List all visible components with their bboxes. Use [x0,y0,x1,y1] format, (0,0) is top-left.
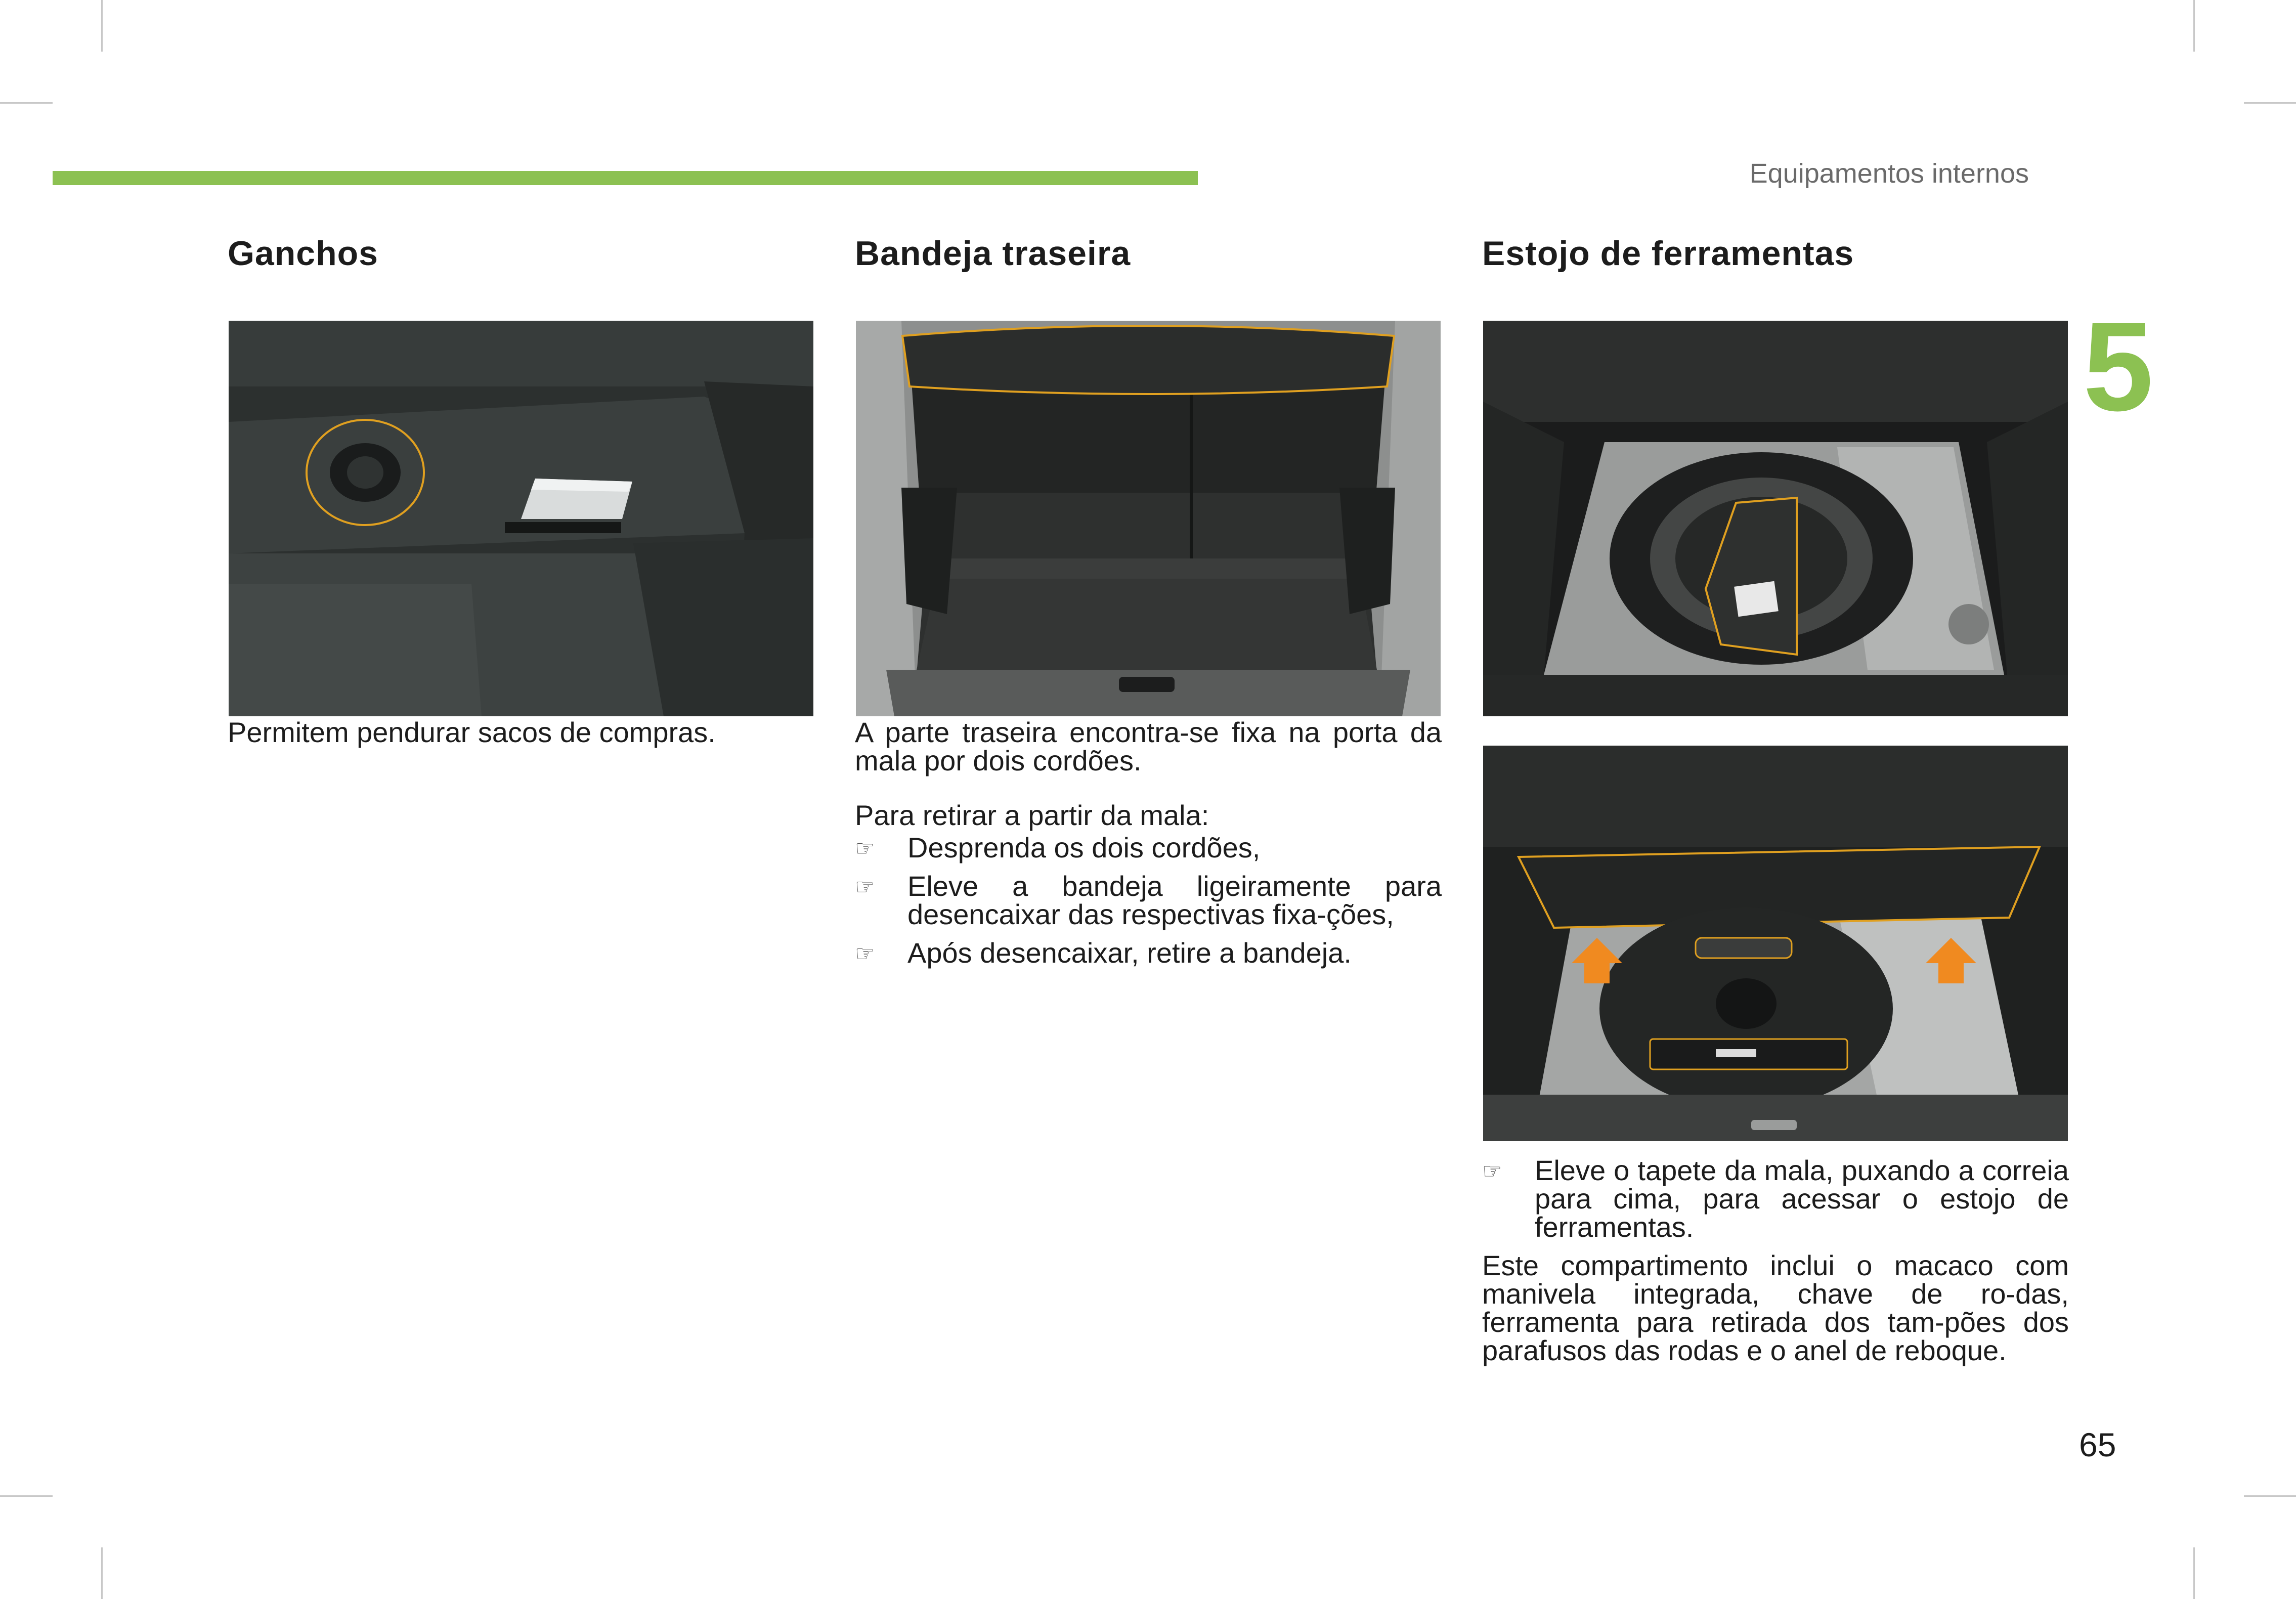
crop-mark [2193,1547,2195,1599]
list-item: ☞ Após desencaixar, retire a bandeja. [855,937,1352,969]
estojo-steps [1482,1156,2069,1241]
header-accent-bar [53,171,1198,185]
pointing-hand-icon: ☞ [1482,1159,1502,1184]
section-title-bandeja: Bandeja traseira [855,234,1131,273]
page-number: 65 [2079,1426,2116,1463]
bandeja-intro: A parte traseira encontra-se fixa na porta da mala por dois cordões. [855,716,1442,776]
crop-mark [0,102,53,104]
list-item: ☞ Eleve a bandeja ligeiramente para desencaixar das respectivas fixa-ções, [855,870,1442,930]
ganchos-caption-text: Permitem pendurar sacos de compras. [228,716,716,748]
section-title-estojo: Estojo de ferramentas [1482,234,1854,273]
chapter-number: 5 [2083,296,2154,437]
tool-kit-photo [1483,746,2068,1141]
crop-mark [101,0,103,52]
bandeja-lead: Para retirar a partir da mala: [855,799,1209,831]
bandeja-steps [855,834,1442,967]
crop-mark [101,1547,103,1599]
crop-mark [2193,0,2195,52]
section-title-ganchos: Ganchos [228,234,378,273]
list-item: ☞ Desprenda os dois cordões, [855,832,1261,863]
estojo-text [1482,1156,2069,1391]
parcel-shelf-photo [856,321,1441,716]
crop-mark [0,1495,53,1497]
spare-wheel-photo [1483,321,2068,716]
crop-mark [2244,1495,2296,1497]
pointing-hand-icon: ☞ [855,941,875,966]
estojo-description: Este compartimento inclui o macaco com manivela integrada, chave de ro-das, ferramenta para retirada dos tam-pões dos parafusos das rodas e o anel de reboque. [1482,1249,2069,1366]
chapter-title: Equipamentos internos [1749,158,2029,189]
crop-mark [2244,102,2296,104]
list-item: ☞ Eleve o tapete da mala, puxando a correia para cima, para acessar o estojo de ferramentas. [1482,1154,2069,1243]
pointing-hand-icon: ☞ [855,836,875,861]
ganchos-caption [228,718,814,773]
trunk-hook-photo [229,321,813,716]
pointing-hand-icon: ☞ [855,875,875,899]
bandeja-text [855,718,1442,977]
